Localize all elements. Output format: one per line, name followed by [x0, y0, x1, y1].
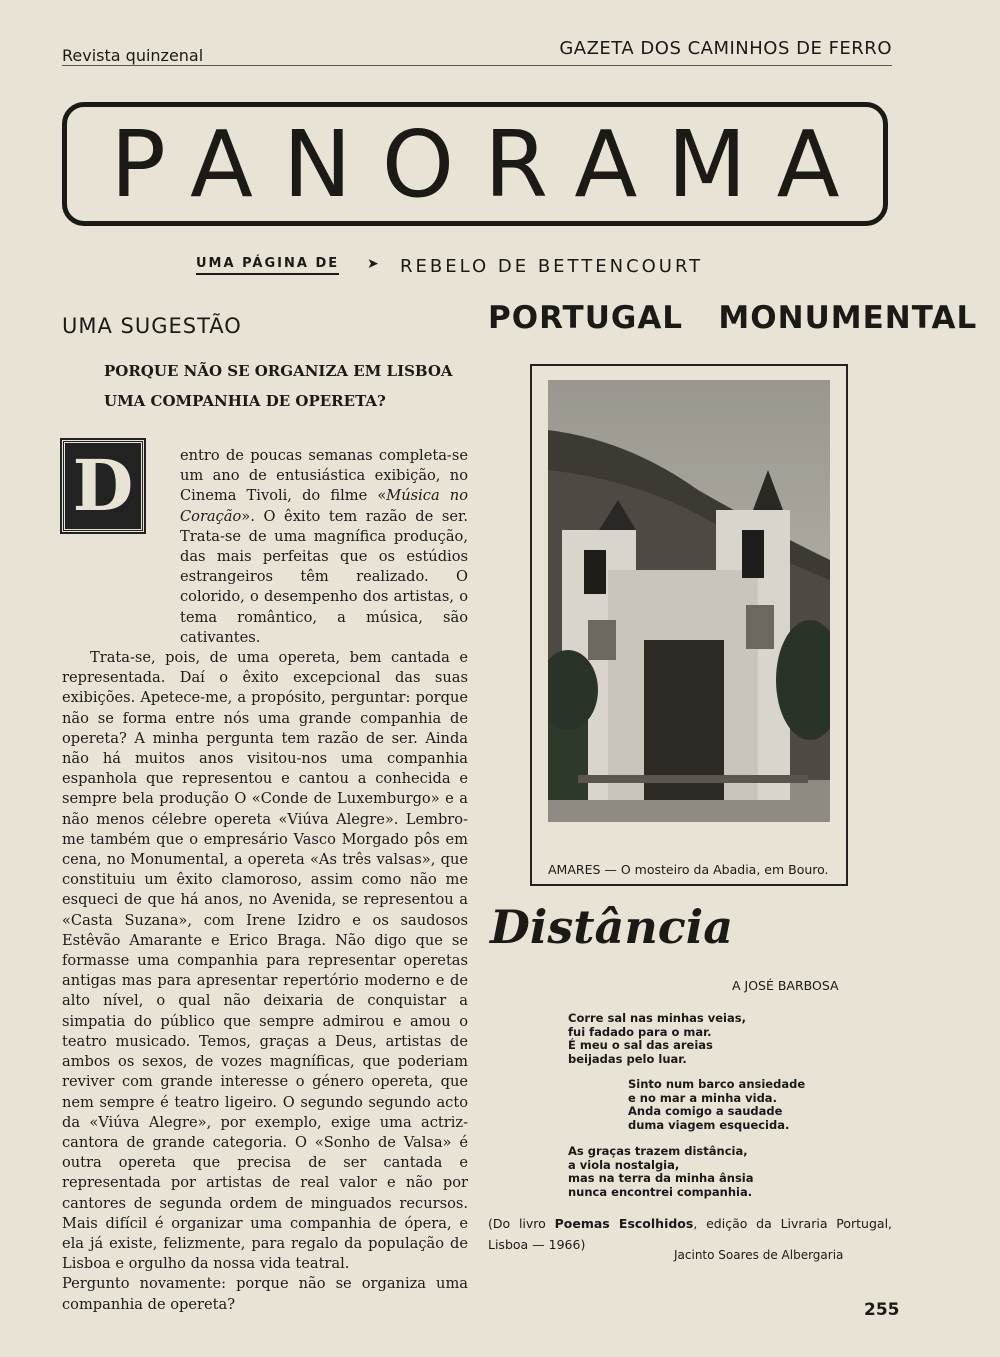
- poem-line: nunca encontrei companhia.: [568, 1184, 753, 1199]
- article-headline: [104, 356, 474, 416]
- monastery-photo: [548, 380, 830, 822]
- poem-line: fui fadado para o mar.: [568, 1024, 712, 1039]
- poem-stanza-3: [568, 1145, 754, 1199]
- poem-line: Anda comigo a saudade: [628, 1104, 783, 1118]
- byline-label: UMA PÁGINA DE: [196, 256, 339, 275]
- poem-line: As graças trazem distância,: [568, 1144, 748, 1158]
- film-title: Música no Coração: [180, 487, 468, 525]
- poem-line: a viola nostalgia,: [568, 1157, 680, 1172]
- poem-line: mas na terra da minha ânsia: [568, 1171, 754, 1185]
- book-title: Poemas Escolhidos: [554, 1216, 694, 1231]
- poem-line: beijadas pelo luar.: [568, 1051, 687, 1066]
- poem-stanza-2: [628, 1078, 805, 1132]
- panorama-title: PANORAMA: [110, 110, 870, 218]
- page-number: 255: [864, 1300, 900, 1320]
- headline-line-1: PORQUE NÃO SE ORGANIZA EM LISBOA: [104, 362, 453, 380]
- byline-arrow-icon: ➤: [367, 256, 379, 272]
- header-magazine-title: GAZETA DOS CAMINHOS DE FERRO: [559, 38, 892, 59]
- photo-caption: AMARES — O mosteiro da Abadia, em Bouro.: [548, 862, 829, 877]
- portugal-monumental-title: PORTUGAL MONUMENTAL: [488, 300, 978, 336]
- poem-line: e no mar a minha vida.: [628, 1090, 777, 1105]
- header-rule: [62, 65, 892, 66]
- panorama-banner: [62, 102, 888, 226]
- poem-source: (Do livro Poemas Escolhidos, edição da Livraria Portugal, Lisboa — 1966): [488, 1216, 893, 1252]
- poem-stanza-1: [568, 1012, 746, 1066]
- poem-line: Sinto num barco ansiedade: [628, 1077, 806, 1091]
- poem-author: Jacinto Soares de Albergaria: [674, 1248, 844, 1262]
- poem-line: Corre sal nas minhas veias,: [568, 1011, 746, 1025]
- dropcap-letter: D: [62, 440, 144, 532]
- article-paragraph-3: Pergunto novamente: porque não se organiza uma companhia de opereta?: [62, 1275, 468, 1313]
- article-paragraph-2: Trata-se, pois, de uma opereta, bem cantada e representada. Daí o êxito excepcional das suas exibições. Apetece-me, a propósito, perguntar: porque não se forma entre nós uma grande companhia de opereta? A minha pergunta tem razão de ser. Ainda não há muitos anos visitou-nos uma companhia espanhola que representou e cantou a conhecida e sempre bela produção O «Conde de Luxemburgo» e a não menos célebre opereta «Viúva Alegre». Lembro-me também que o empresário Vasco Morgado pôs em cena, no Monumental, a opereta «As três valsas», que constituiu um êxito clamoroso, assim como não me esqueci de que há anos, no Avenida, se representou a «Casta Suzana», com Irene Izidro e os saudosos Estêvão Amarante e Erico Braga. Não digo que se formasse uma companhia para representar operetas antigas mas para apresentar repertório moderno e de alto nível, o qual não deixaria de conquistar a simpatia do público que sempre admirou e amou o teatro musicado. Temos, graças a Deus, artistas de ambos os sexos, de vozes magníficas, que poderiam reviver com grande interesse o género opereta, que nem sempre é teatro ligeiro. O segundo segundo acto da «Viúva Alegre», por exemplo, exige uma actriz-cantora de grande categoria. O «Sonho de Valsa» é outra opereta que precisa de ser cantada e representada por artistas de real valor e não por cantores de segunda ordem de minguados recursos. Mais difícil é organizar uma companhia de ópera, e ela já existe, felizmente, para regalo da população de Lisboa e orgulho da nossa vida teatral.: [62, 649, 468, 1273]
- article-body: [62, 446, 468, 1315]
- article-paragraph-1: entro de poucas semanas completa-se um ano de entusiástica exibição, no Cinema Tivoli, do filme «Música no Coração». O êxito tem razão de ser. Trata-se de uma magnífica produção, das mais perfeitas que os estúdios estrangeiros têm realizado. O colorido, o desempenho dos artistas, o tema romântico, a música, são cativantes.: [180, 447, 468, 646]
- section-heading: UMA SUGESTÃO: [62, 314, 242, 338]
- headline-line-2: UMA COMPANHIA DE OPERETA?: [104, 392, 386, 410]
- byline-author: REBELO DE BETTENCOURT: [400, 256, 704, 277]
- poem-dedication: A JOSÉ BARBOSA: [732, 978, 839, 993]
- poem-line: duma viagem esquecida.: [628, 1117, 790, 1132]
- poem-line: É meu o sal das areias: [568, 1038, 713, 1052]
- header-publication-type: Revista quinzenal: [62, 46, 204, 65]
- poem-title: Distância: [490, 900, 734, 954]
